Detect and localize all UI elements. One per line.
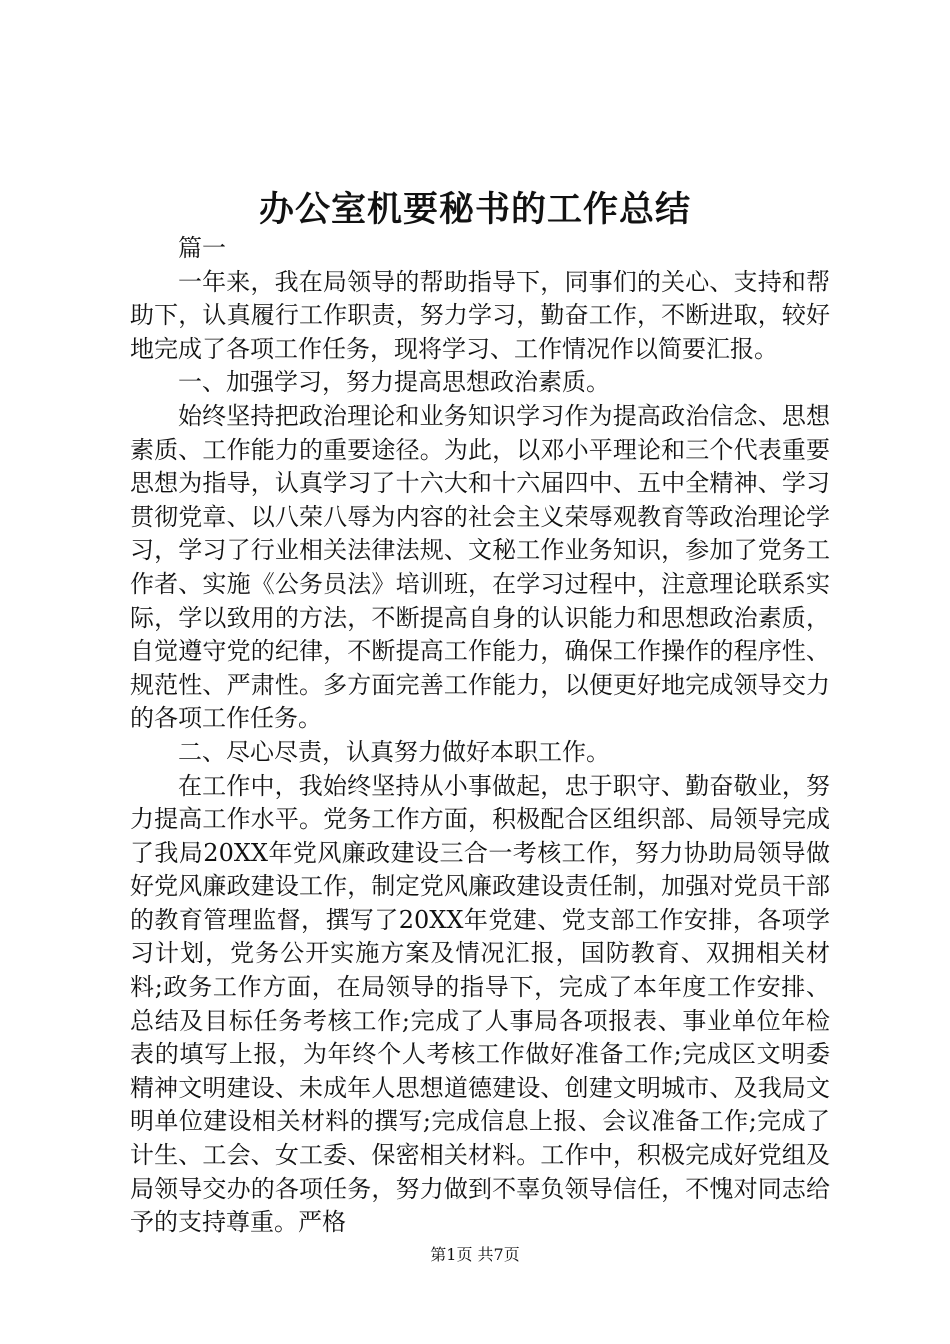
document-title: 办公室机要秘书的工作总结 bbox=[258, 189, 691, 230]
paragraph-heading-2: 二、尽心尽责，认真努力做好本职工作。 bbox=[178, 737, 610, 766]
paragraph-section-label: 篇一 bbox=[178, 234, 226, 262]
paragraph-study: 始终坚持把政治理论和业务知识学习作为提高政治信念、思想素质、工作能力的重要途径。为此，以邓小平理论和三个代表重要思想为指导，认真学习了十六大和十六届四中、五中全精神、学习贯彻党章、以八荣八辱为内容的社会主义荣辱观教育等政治理论学习，学习了行业相关法律法规、文秘工作业务知识，参加了党务工作者、实施《公务员法》培训班，在学习过程中，注意理论联系实际，学以致用的方法，不断提高自身的认识能力和思想政治素质，自觉遵守党的纪律，不断提高工作能力，确保工作操作的程序性、规范性、严肃性。多方面完善工作能力，以便更好地完成领导交力的各项工作任务。 bbox=[130, 401, 830, 733]
paragraph-intro: 一年来，我在局领导的帮助指导下，同事们的关心、支持和帮助下，认真履行工作职责，努力学习，勤奋工作，不断进取，较好地完成了各项工作任务，现将学习、工作情况作以简要汇报。 bbox=[130, 267, 830, 363]
paragraph-work: 在工作中，我始终坚持从小事做起，忠于职守、勤奋敬业，努力提高工作水平。党务工作方面，积极配合区组织部、局领导完成了我局20XX年党风廉政建设三合一考核工作，努力协助局领导做好党风廉政建设工作，制定党风廉政建设责任制，加强对党员干部的教育管理监督，撰写了20XX年党建、党支部工作安排，各项学习计划，党务公开实施方案及情况汇报，国防教育、双拥相关材料;政务工作方面，在局领导的指导下，完成了本年度工作安排、总结及目标任务考核工作;完成了人事局各项报表、事业单位年检表的填写上报，为年终个人考核工作做好准备工作;完成区文明委精神文明建设、未成年人思想道德建设、创建文明城市、及我局文明单位建设相关材料的撰写;完成信息上报、会议准备工作;完成了计生、工会、女工委、保密相关材料。工作中，积极完成好党组及局领导交办的各项任务，努力做到不辜负领导信任，不愧对同志给予的支持尊重。严格 bbox=[130, 771, 830, 1237]
page-footer: 第1页 共7页 bbox=[430, 1245, 520, 1264]
document-body bbox=[130, 232, 830, 1240]
paragraph-heading-1: 一、加强学习，努力提高思想政治素质。 bbox=[178, 368, 610, 397]
